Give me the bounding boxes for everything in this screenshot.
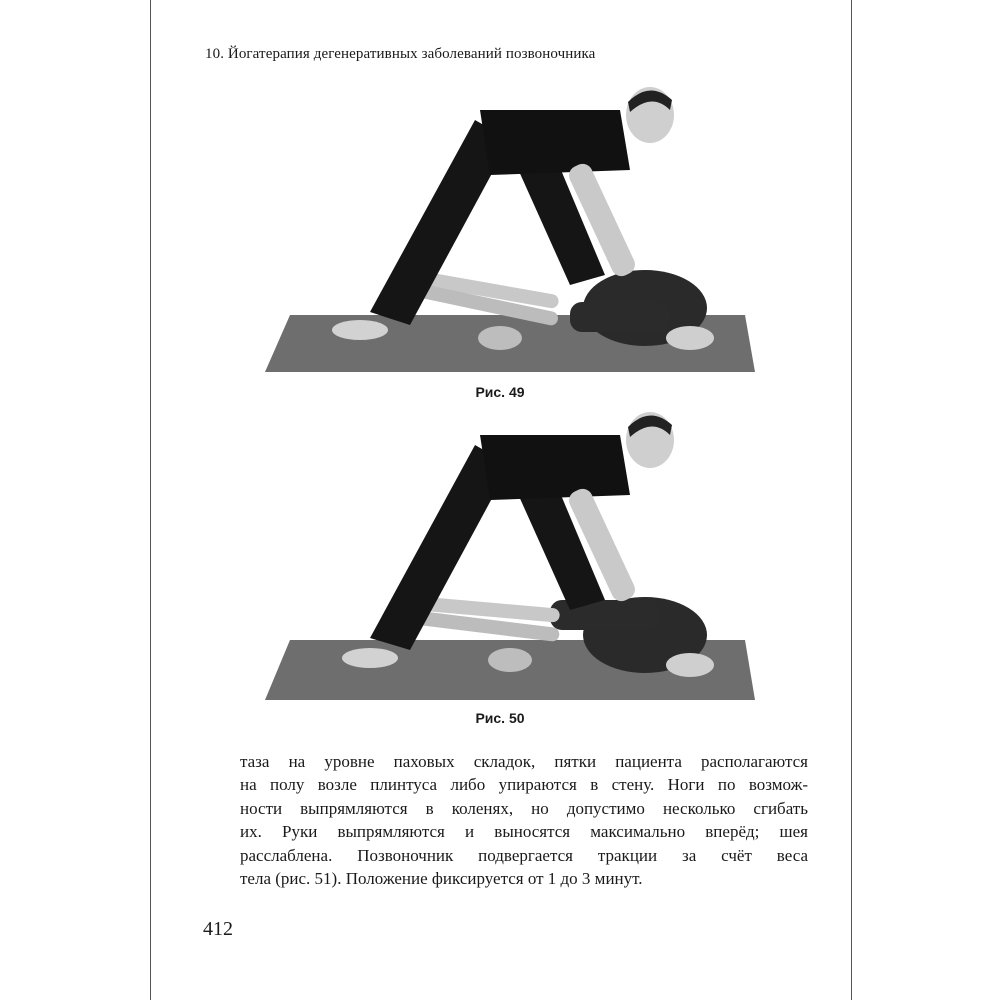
body-line: ности выпрямляются в коленях, но допустимо несколько сгибать — [240, 798, 808, 818]
figure-49-photo — [260, 80, 760, 380]
body-line: тела (рис. 51). Положение фиксируется от 1 до 3 минут. — [240, 869, 643, 889]
body-paragraph — [240, 750, 808, 890]
body-line: их. Руки выпрямляются и выносятся максимально вперёд; шея — [240, 822, 808, 842]
body-line: таза на уровне паховых складок, пятки пациента располагаются — [240, 752, 808, 771]
page-number: 412 — [203, 918, 233, 940]
figure-49-caption: Рис. 49 — [475, 384, 525, 400]
body-line: на полу возле плинтуса либо упираются в стену. Ноги по возмож- — [240, 775, 808, 795]
body-line: расслаблена. Позвоночник подвергается тракции за счёт веса — [240, 845, 808, 865]
figure-50-caption: Рис. 50 — [475, 710, 525, 726]
running-head: 10. Йогатерапия дегенеративных заболеваний позвоночника — [205, 46, 596, 62]
figure-50-photo — [260, 410, 760, 710]
